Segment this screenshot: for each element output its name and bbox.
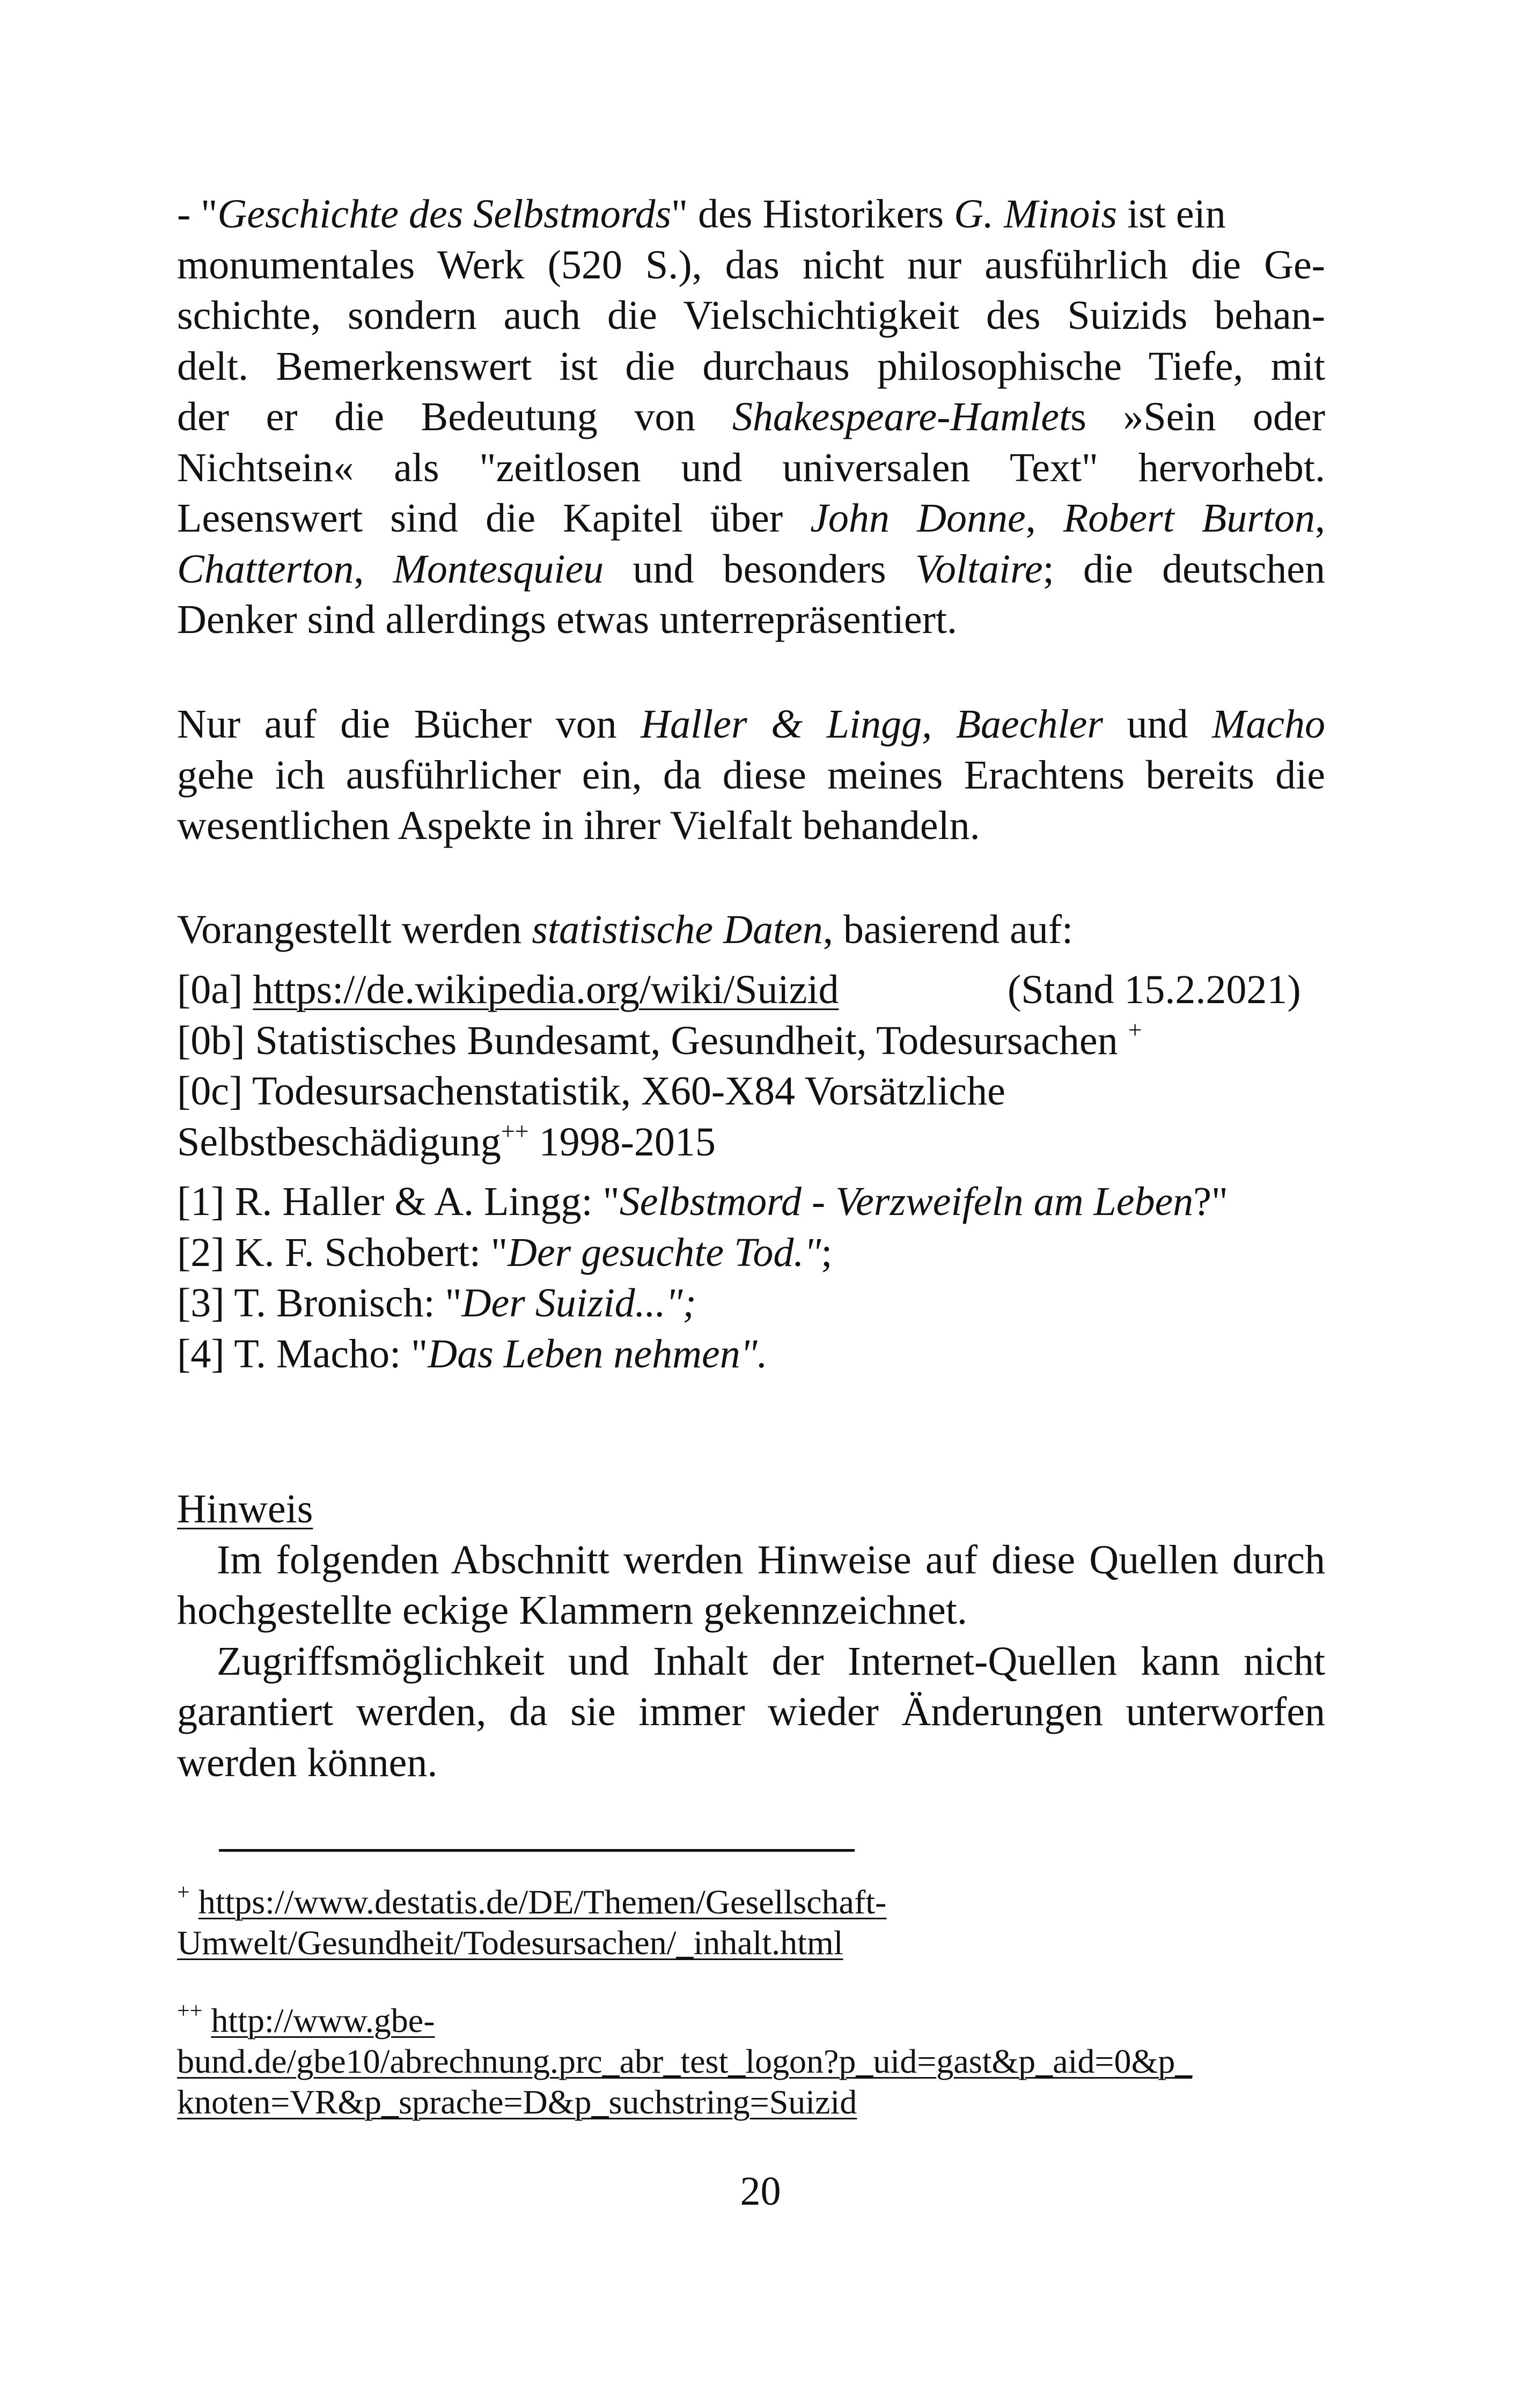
- reference-date: (Stand 15.2.2021): [1008, 967, 1301, 1012]
- book-title: Der gesuchte Tod.": [507, 1229, 821, 1275]
- line: [177, 699, 1325, 750]
- text: ist ein: [1117, 192, 1226, 237]
- line: Denker sind allerdings etwas unterrepräsentiert.: [177, 597, 958, 642]
- text: der er die Bedeutung von: [177, 394, 732, 439]
- footnote-2: [177, 2000, 1373, 2123]
- footnote-mark: ++: [177, 1999, 203, 2023]
- author-names: Haller & Lingg, Baechler: [641, 702, 1103, 747]
- text: ,: [354, 546, 393, 592]
- destatis-link[interactable]: https://www.destatis.de/DE/Themen/Gesellschaft-: [198, 1883, 887, 1921]
- person-name: John Donne: [810, 496, 1026, 541]
- book-title: Der Suizid...";: [461, 1280, 696, 1325]
- reference-text: [4] T. Macho: ": [177, 1331, 428, 1376]
- reference-text: 1998-2015: [528, 1119, 716, 1165]
- gbe-link-cont[interactable]: knoten=VR&p_sprache=D&p_suchstring=Suizid: [177, 2083, 857, 2121]
- footnote-1: [177, 1882, 1373, 1963]
- line: wesentlichen Aspekte in ihrer Vielfalt behandeln.: [177, 803, 980, 848]
- book-title: Geschichte des Selbstmords: [217, 192, 672, 237]
- reference-text: [1] R. Haller & A. Lingg: ": [177, 1179, 620, 1224]
- text: und: [1103, 702, 1212, 747]
- text: " des Historikers: [671, 192, 954, 237]
- reference-text: ;: [821, 1229, 833, 1275]
- reference-text: [2] K. F. Schobert: ": [177, 1229, 508, 1275]
- reference-text: ?": [1193, 1179, 1228, 1224]
- emphasis: statistische Daten: [532, 907, 823, 952]
- footnote-mark: +: [177, 1880, 190, 1905]
- page-number: 20: [740, 2169, 781, 2214]
- line: delt. Bemerkenswert ist die durchaus philosophische Tiefe, mit: [177, 343, 1325, 389]
- reference-0b: [177, 1015, 1325, 1066]
- reference-text: [0c] Todesursachenstatistik, X60-X84 Vorsätzliche: [177, 1069, 1005, 1114]
- hinweis-paragraph: Im folgenden Abschnitt werden Hinweise auf diese Quellen durch hochgestellte eckige Klammern gekennzeichnet.: [177, 1537, 1325, 1633]
- hinweis-section: [177, 1484, 1325, 1788]
- gbe-link[interactable]: http://www.gbe-: [211, 2001, 435, 2039]
- reference-0c-cont: [177, 1117, 1325, 1168]
- person-name: Chatterton: [177, 546, 354, 592]
- sources-intro: [177, 904, 1325, 955]
- footnote-separator: [219, 1849, 855, 1852]
- book-title: Selbstmord - Verzweifeln am Leben: [619, 1179, 1194, 1224]
- reference-4: [177, 1329, 1325, 1380]
- paragraph-selection: [177, 699, 1325, 851]
- line: [177, 544, 1325, 595]
- work-title: Shakespeare-Hamlet: [732, 394, 1071, 439]
- gbe-link-cont[interactable]: bund.de/gbe10/abrechnung.prc_abr_test_logon?p_uid=gast&p_aid=0&p_: [177, 2042, 1193, 2080]
- text: Nur auf die Bücher von: [177, 702, 641, 747]
- line: schichte, sondern auch die Vielschichtigkeit des Suizids behan-: [177, 293, 1325, 338]
- author-name: Macho: [1211, 702, 1326, 747]
- text: Lesenswert sind die Kapitel über: [177, 496, 811, 541]
- text: ,: [1025, 496, 1063, 541]
- paragraph-minois: [177, 189, 1325, 645]
- reference-text: [0b] Statistisches Bundesamt, Gesundheit, Todesursachen: [177, 1018, 1128, 1063]
- text: , basierend auf:: [822, 907, 1074, 952]
- person-name: Robert Burton: [1063, 496, 1316, 541]
- person-name: Montesquieu: [393, 546, 604, 592]
- author-name: G. Minois: [954, 192, 1118, 237]
- text: s »Sein oder: [1070, 394, 1326, 439]
- reference-0c: [177, 1066, 1325, 1117]
- line: [177, 392, 1325, 443]
- reference-text: Selbstbeschädigung: [177, 1119, 501, 1165]
- line: gehe ich ausführlicher ein, da diese meines Erachtens bereits die: [177, 752, 1325, 798]
- line: Nichtsein« als "zeitlosen und universalen Text" hervorhebt.: [177, 445, 1325, 490]
- section-heading: Hinweis: [177, 1486, 313, 1531]
- reference-label: [0a]: [177, 967, 253, 1012]
- reference-text: [3] T. Bronisch: ": [177, 1280, 462, 1325]
- book-title: Das Leben nehmen".: [428, 1331, 768, 1376]
- text: - ": [177, 192, 218, 237]
- line: [177, 189, 1325, 240]
- text: und besonders: [604, 546, 915, 592]
- footnote-mark: ++: [501, 1117, 529, 1145]
- reference-1: [177, 1176, 1325, 1227]
- reference-0a: [177, 964, 1325, 1015]
- text: Vorangestellt werden: [177, 907, 532, 952]
- text: ; die deutschen: [1042, 546, 1325, 592]
- footnote-mark: +: [1128, 1015, 1142, 1043]
- line: [177, 493, 1325, 544]
- text: ,: [1315, 496, 1326, 541]
- hinweis-paragraph: Zugriffsmöglichkeit und Inhalt der Internet-Quellen kann nicht garantiert werden, da sie immer wieder Änderungen unterworfen werden können.: [177, 1638, 1325, 1785]
- reference-list-books: [177, 1176, 1325, 1379]
- reference-list-statistics: [177, 964, 1325, 1167]
- person-name: Voltaire: [915, 546, 1043, 592]
- line: monumentales Werk (520 S.), das nicht nur ausführlich die Ge-: [177, 242, 1325, 288]
- wikipedia-link[interactable]: https://de.wikipedia.org/wiki/Suizid: [253, 967, 839, 1012]
- destatis-link-cont[interactable]: Umwelt/Gesundheit/Todesursachen/_inhalt.html: [177, 1924, 843, 1962]
- reference-3: [177, 1278, 1325, 1329]
- reference-2: [177, 1227, 1325, 1278]
